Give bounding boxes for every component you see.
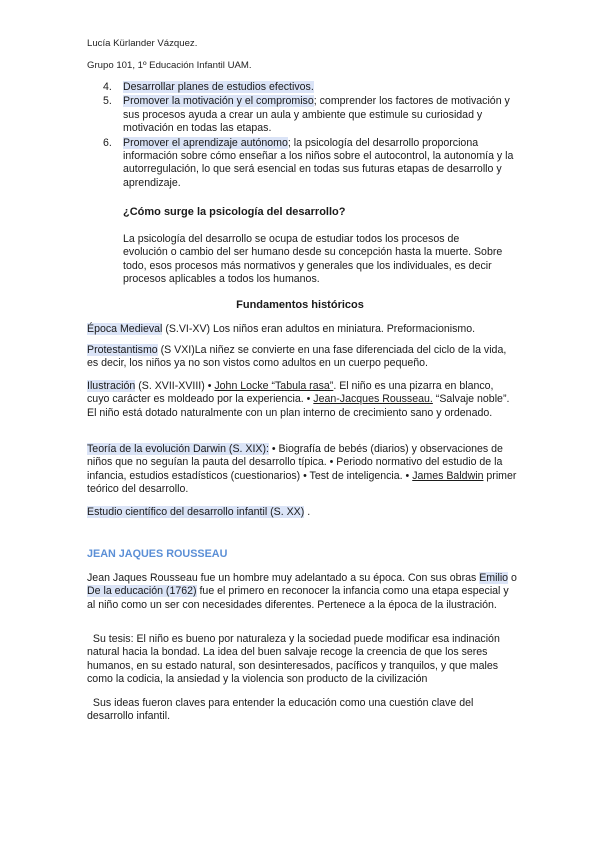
paragraph-text: fue el primero en reconocer la infancia como una etapa especial y al niño como un ser con necesidades diferentes. Pertenece a la época de la ilustración. [87,585,509,611]
paragraph-text: (S.VI-XV) Los niños eran adultos en miniatura. Preformacionismo. [162,323,476,335]
list-item [103,137,523,191]
highlighted-text: Promover la motivación y el compromiso [123,95,314,108]
paragraph-text: primer teórico del desarrollo. [87,469,517,496]
highlighted-text: Desarrollar planes de estudios efectivos. [123,81,314,93]
teoria-paragraph [87,443,517,497]
underlined-text: Jean-Jacques Rousseau. [313,393,433,406]
underlined-text: James Baldwin [412,469,484,482]
list-text: ; la psicología del desarrollo proporciona información sobre cómo enseñar a los niños sobre el autocontrol, la autonomía y la autorregulación, lo que será esencial en todas sus futuras etapas de desarrollo y aprendizaje. [123,136,514,189]
paragraph-text: Jean Jaques Rousseau fue un hombre muy adelantado a su época. Con sus obras [87,572,480,584]
highlighted-text: Promover el aprendizaje autónomo [123,136,288,149]
highlighted-text: Estudio científico del desarrollo infantil (S. XX) [87,506,305,518]
epoca-medieval-paragraph [87,323,517,336]
underlined-text: John Locke “Tabula rasa” [214,380,334,392]
list-item [103,81,523,94]
protestantismo-paragraph [87,344,517,371]
paragraph-text: . El niño es una pizarra en blanco, cuyo carácter es moldeado por la experiencia. • [87,380,494,406]
fundamentos-title: Fundamentos históricos [236,299,364,311]
highlighted-text: Teoría de la evolución Darwin (S. XIX): [87,443,269,455]
highlighted-text: Ilustración [87,380,136,392]
highlighted-text: De la educación (1762) [87,585,197,598]
question-paragraph: La psicología del desarrollo se ocupa de estudiar todos los procesos de evolución o cambio del ser humano desde su concepción hasta la muerte. Sobre todo, esos procesos más normativos y generales que los individuales, es decir procesos aplicables a todos los humanos. [123,233,503,286]
rousseau-paragraph-1 [87,572,517,612]
paragraph-text: o [508,572,517,584]
paragraph-text: (S VXI)La niñez se convierte en una fase diferenciada del ciclo de la vida, es decir, los niños ya no son vistos como adultos en un cuerpo pequeño. [87,344,507,370]
highlighted-text: Protestantismo [87,344,158,356]
paragraph-text: • Biografía de bebés (diarios) y observaciones de niños que no seguían la pauta del desarrollo típica. • Periodo normativo del estudio de la infancia, estudios estadísticos (cuestionarios) • Test de inteligencia. • [87,443,503,482]
group-info: Grupo 101, 1º Educación Infantil UAM. [87,60,252,71]
paragraph-text: . [304,506,311,518]
list-item [103,95,523,135]
rousseau-section-title: JEAN JAQUES ROUSSEAU [87,548,228,560]
highlighted-text: Época Medieval [87,323,163,335]
list-text: ; comprender los factores de motivación y sus procesos ayuda a crear un aula y ambiente que estimule su curiosidad y motivación en todas las etapas. [123,95,510,135]
paragraph-text: (S. XVII-XVIII) • [135,380,215,392]
highlighted-text: Emilio [479,572,509,584]
list-number: 5. [103,95,112,108]
ilustracion-paragraph [87,380,517,420]
author-name: Lucía Kürlander Vázquez. [87,38,198,49]
question-heading: ¿Cómo surge la psicología del desarrollo? [123,206,346,218]
list-number: 6. [103,136,112,149]
rousseau-paragraph-3: Sus ideas fueron claves para entender la educación como una cuestión clave del desarrollo infantil. [87,697,477,723]
paragraph-text: “Salvaje noble”. El niño está dotado naturalmente con un plan interno de crecimiento sano y ordenado. [87,393,510,419]
list-number: 4. [103,81,112,93]
estudio-paragraph [87,506,517,519]
rousseau-paragraph-2: Su tesis: El niño es bueno por naturaleza y la sociedad puede modificar esa indinación natural hacia la bondad. La idea del buen salvaje recoge la creencia de que los seres humanos, en su estado natural, son desinteresados, pacíficos y tranquilos, y que males como la codicia, la ansiedad y la violencia son producto de la civilización [87,633,503,686]
objectives-list [103,81,523,191]
